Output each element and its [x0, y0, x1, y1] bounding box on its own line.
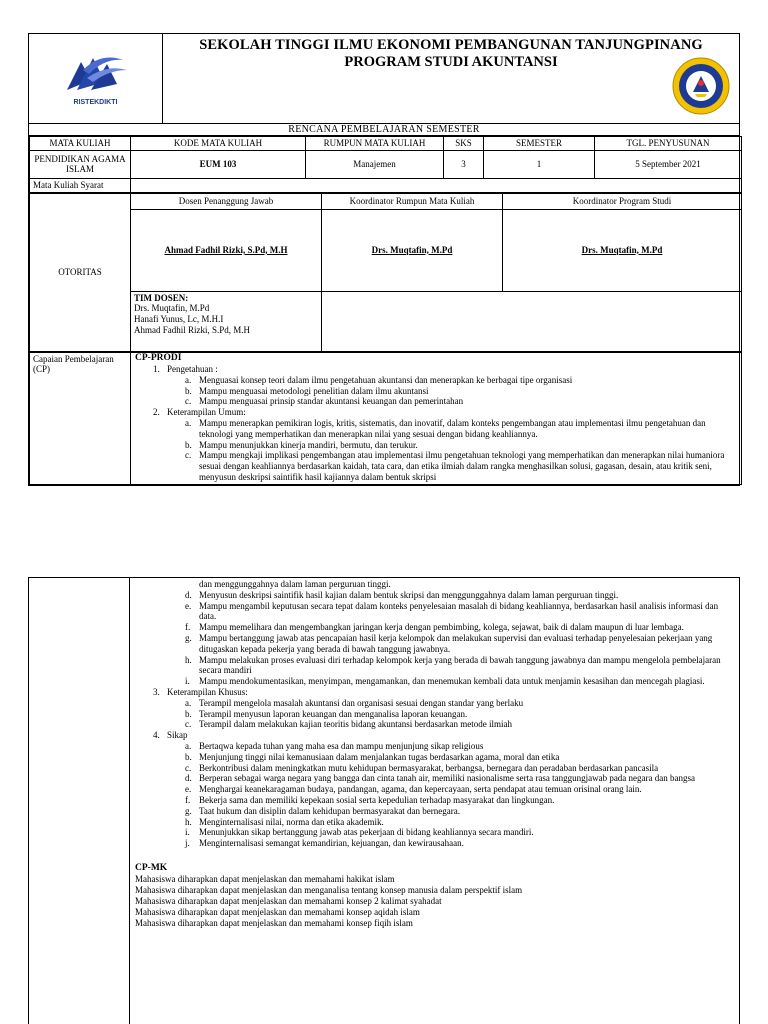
authority-col-dosen: Dosen Penanggung Jawab — [131, 193, 322, 209]
program-name: PROGRAM STUDI AKUNTANSI — [344, 54, 558, 71]
authority-label: OTORITAS — [30, 193, 131, 351]
signature-prodi: Drs. Muqtafin, M.Pd — [503, 209, 742, 291]
course-sks: 3 — [444, 150, 484, 178]
cp-prodi-title: CP-PRODI — [135, 352, 182, 363]
cp-mk-item: Mahasiswa diharapkan dapat menjelaskan dan memahami konsep fiqih islam — [135, 918, 413, 929]
team-member: Hanafi Yunus, Lc, M.H.I — [134, 314, 224, 325]
cp-table-page-1 — [29, 352, 742, 485]
signature-rumpun: Drs. Muqtafin, M.Pd — [322, 209, 503, 291]
section-title: Sikap — [167, 730, 188, 741]
course-info-table — [29, 136, 742, 193]
list-item: d. Berperan sebagai warga negara yang bangga dan cinta tanah air, memiliki nasionalisme serta rasa tanggungjawab pada negara dan bangsa — [185, 773, 696, 784]
list-item: dan menggunggahnya dalam laman perguruan tinggi. — [199, 579, 391, 589]
cp-mk-item: Mahasiswa diharapkan dapat menjelaskan dan memahami hakikat islam — [135, 874, 395, 885]
header-mata-kuliah: MATA KULIAH — [30, 137, 131, 151]
list-item: b. Menjunjung tinggi nilai kemanusiaan dalam menjalankan tugas berdasarkan agama, moral dan etika — [185, 751, 560, 762]
document-title: RENCANA PEMBELAJARAN SEMESTER — [29, 124, 739, 136]
rps-page-1 — [28, 33, 740, 486]
team-block — [131, 291, 322, 351]
authority-table — [29, 193, 742, 352]
course-code: EUM 103 — [131, 150, 306, 178]
list-item: b. Mampu menguasai metodologi penelitian dalam ilmu akuntansi — [185, 385, 429, 396]
course-semester: 1 — [484, 150, 595, 178]
list-item: c. Mampu menguasai prinsip standar akuntansi keuangan dan pemerintahan — [185, 396, 464, 407]
logo-caption: RISTEKDIKTI — [73, 98, 118, 106]
header-semester: SEMESTER — [484, 137, 595, 151]
ristekdikti-emblem-icon — [61, 50, 131, 98]
list-item: i. Mampu mendokumentasikan, menyimpan, mengamankan, dan menemukan kembali data untuk menjamin kesasihan dan mencegah plagiasi. — [185, 676, 705, 687]
attitude-list — [153, 741, 735, 849]
header-rumpun: RUMPUN MATA KULIAH — [306, 137, 444, 151]
cp-mk-title: CP-MK — [135, 862, 168, 873]
team-title: TIM DOSEN: — [134, 292, 189, 303]
list-item: b. Mampu menunjukkan kinerja mandiri, bermutu, dan terukur. — [185, 439, 418, 450]
authority-col-rumpun: Koordinator Rumpun Mata Kuliah — [322, 193, 503, 209]
list-item: c. Mampu mengkaji implikasi pengembangan atau implementasi ilmu pengetahuan teknologi yang memperhatikan dan menerapkan nilai humaniora sesuai dengan keahliannya berdasarkan kaidah, tata cara, dan etika ilmiah dalam rangka menghasilkan solusi, gagasan, desain, atau kritik seni, menyusun deskripsi saintifik hasil kajiannya dalam bentuk skripsi — [185, 450, 725, 482]
prereq-label: Mata Kuliah Syarat — [30, 178, 131, 192]
header-sks: SKS — [444, 137, 484, 151]
cp-mk-section — [135, 863, 735, 929]
list-item: a. Terampil mengelola masalah akuntansi dan organisasi sesuai dengan standar yang berlaku — [185, 697, 524, 708]
list-item: g. Taat hukum dan disiplin dalam kehidupan bermasyarakat dan bernegara. — [185, 805, 461, 816]
list-item: h. Menginternalisasi nilai, norma dan etika akademik. — [185, 816, 384, 827]
list-item: e. Mampu mengambil keputusan secara tepat dalam konteks penyelesaian masalah di bidang keahliannya, berdasarkan hasil analisis informasi dan data. — [185, 600, 719, 622]
general-skills-list-continued — [153, 579, 735, 687]
prereq-value — [131, 178, 742, 192]
list-item: a. Menguasai konsep teori dalam ilmu pengetahuan akuntansi dan menerapkan ke berbagai tipe organisasi — [185, 374, 573, 385]
cp-content-continued: dan menggunggahnya dalam laman perguruan tinggi. d. Menyusun deskripsi saintifik hasil kajian dalam bentuk skripsi dan menggunggahnya dalam laman perguruan tinggi. e. Mampu mengambil keputusan secara tepat dalam konteks penyelesaian masalah di bidang keahliannya, berdasarkan hasil analisis informasi dan data. f. Mampu memelihara dan mengembangkan jaringan kerja dengan pembimbing, kolega, sejawat, baik di dalam maupun di luar lembaga. g. Mampu bertanggung jawab atas pencapaian hasil kerja kelompok dan melakukan supervisi dan evaluasi terhadap penyelesaian pekerjaan yang ditugaskan kepada pekerja yang berada di bawah tanggung jawabnya. h. Mampu melakukan proses evaluasi diri terhadap kelompok kerja yang berada di bawah tanggung jawabnya dan mampu mengelola pembelajaran secara mandiri i. Mampu mendokumentasikan, menyimpan, mengamankan, dan menemukan kembali data untuk menjamin kesasihan dan mencegah plagiasi. 3. Keterampilan Khusus: a. Terampil mengelola masalah akuntansi dan organisasi sesuai dengan standar yang berlaku b. Terampil menyusun laporan keuangan dan menganalisa laporan keuangan. c. Terampil dalam melakukan kajian teoritis bidang akuntansi berdasarkan metode ilmiah 4. Sikap a. Bertaqwa kepada tuhan yang maha esa dan mampu menjunjung sikap religious b. Menjunjung tinggi nilai kemanusiaan dalam menjalankan tugas berdasarkan agama, moral dan etika c. Berkontribusi dalam meningkatkan mutu kehidupan bermasyarakat, berbangsa, bernegara dan peradaban berdasarkan pancasila d. Berperan sebagai warga negara yang bangga dan cinta tanah air, memiliki nasionalisme serta rasa tanggungjawab pada negara dan bangsa e. Menghargai keanekaragaman budaya, pandangan, agama, dan kepercayaan, serta pendapat atau temuan orisinal orang lain. f. Bekerja sama dan memiliki kepekaan sosial serta kepedulian terhadap masyarakat dan lingkungan. g. Taat hukum dan disiplin dalam kehidupan bermasyarakat dan bernegara. h. Menginternalisasi nilai, norma dan etika akademik. i. Menunjukkan sikap bertanggung jawab atas pekerjaan di bidang keahliannya secara mandiri. j. Menginternalisasi semangat kemandirian, kejuangan, dan kewirausahaan. CP-MK Mahasiswa diharapkan dapat menjelaskan dan memahami hakikat islam Mahasiswa diharapkan dapat menjelaskan dan menganalisa tentang konsep manusia dalam perspektif islam Mahasiswa diharapkan dapat menjelaskan dan memahami konsep 2 kalimat syahadat Mahasiswa diharapkan dapat menjelaskan dan memahami konsep aqidah islam Mahasiswa diharapkan dapat menjelaskan dan memahami konsep fiqih islam — [131, 578, 739, 930]
authority-col-prodi: Koordinator Program Studi — [503, 193, 742, 209]
header-title-block — [163, 34, 739, 123]
cp-label-column — [29, 578, 130, 1024]
section-title: Keterampilan Khusus: — [167, 686, 248, 697]
cp-label: Capaian Pembelajaran (CP) — [30, 352, 131, 484]
cp-content: CP-PRODI 1. Pengetahuan : a. Menguasai konsep teori dalam ilmu pengetahuan akuntansi dan menerapkan ke berbagai tipe organisasi b. Mampu menguasai metodologi penelitian dalam ilmu akuntansi c. Mampu menguasai prinsip standar akuntansi keuangan dan pemerintahan 2. Keterampilan Umum: a. Mampu menerapkan pemikiran logis, kritis, sistematis, dan inovatif, dalam konteks pengembangan atau implementasi ilmu pengetahuan dan teknologi yang memperhatikan dan menerapkan nilai yang sesuai dengan bidang keahliannya. b. Mampu menunjukkan kinerja mandiri, bermutu, dan terukur. c. Mampu mengkaji implikasi pengembangan atau implementasi ilmu pengetahuan teknologi yang memperhatikan dan menerapkan nilai humaniora sesuai dengan keahliannya berdasarkan kaidah, tata cara, dan etika ilmiah dalam rangka menghasilkan solusi, gagasan, desain, atau kritik seni, menyusun deskripsi saintifik hasil kajiannya dalam bentuk skripsi — [131, 352, 742, 484]
list-item: j. Menginternalisasi semangat kemandirian, kejuangan, dan kewirausahaan. — [185, 838, 464, 849]
knowledge-list — [153, 375, 737, 407]
cp-mk-item: Mahasiswa diharapkan dapat menjelaskan dan memahami konsep aqidah islam — [135, 907, 420, 918]
course-date: 5 September 2021 — [595, 150, 742, 178]
course-name: PENDIDIKAN AGAMA ISLAM — [30, 150, 131, 178]
cp-mk-item: Mahasiswa diharapkan dapat menjelaskan dan menganalisa tentang konsep manusia dalam perspektif islam — [135, 885, 523, 896]
cp-mk-item: Mahasiswa diharapkan dapat menjelaskan dan memahami konsep 2 kalimat syahadat — [135, 896, 442, 907]
header-tgl: TGL. PENYUSUNAN — [595, 137, 742, 151]
team-member: Drs. Muqtafin, M.Pd — [134, 303, 210, 314]
section-title: Keterampilan Umum: — [167, 407, 246, 418]
header-kode: KODE MATA KULIAH — [131, 137, 306, 151]
course-cluster: Manajemen — [306, 150, 444, 178]
section-title: Pengetahuan : — [167, 363, 218, 374]
list-item: a. Mampu menerapkan pemikiran logis, kritis, sistematis, dan inovatif, dalam konteks pengembangan atau implementasi ilmu pengetahuan dan teknologi yang memperhatikan dan menerapkan nilai yang sesuai dengan bidang keahliannya. — [185, 417, 706, 439]
general-skills-list — [153, 418, 737, 483]
rps-page-2 — [28, 577, 740, 1024]
list-item: d. Menyusun deskripsi saintifik hasil kajian dalam bentuk skripsi dan menggunggahnya dalam laman perguruan tinggi. — [185, 589, 619, 600]
list-item: c. Terampil dalam melakukan kajian teoritis bidang akuntansi berdasarkan metode ilmiah — [185, 719, 513, 730]
institution-seal-icon — [671, 56, 731, 116]
institution-name: SEKOLAH TINGGI ILMU EKONOMI PEMBANGUNAN TANJUNGPINANG — [199, 37, 703, 53]
list-item: h. Mampu melakukan proses evaluasi diri terhadap kelompok kerja yang berada di bawah tanggung jawabnya dan mampu mengelola pembelajaran secara mandiri — [185, 654, 721, 676]
list-item: f. Mampu memelihara dan mengembangkan jaringan kerja dengan pembimbing, kolega, sejawat, baik di dalam maupun di luar lembaga. — [185, 622, 684, 633]
signature-dosen: Ahmad Fadhil Rizki, S.Pd, M.H — [131, 209, 322, 291]
list-item: f. Bekerja sama dan memiliki kepekaan sosial serta kepedulian terhadap masyarakat dan lingkungan. — [185, 794, 555, 805]
list-item: b. Terampil menyusun laporan keuangan dan menganalisa laporan keuangan. — [185, 708, 468, 719]
special-skills-list — [153, 698, 735, 730]
ristekdikti-logo — [29, 34, 163, 123]
document-header — [29, 34, 739, 124]
team-member: Ahmad Fadhil Rizki, S.Pd, M.H — [134, 324, 251, 335]
team-empty — [322, 291, 742, 351]
list-item: g. Mampu bertanggung jawab atas pencapaian hasil kerja kelompok dan melakukan supervisi dan evaluasi terhadap penyelesaian pekerjaan yang ditugaskan kepada pekerja yang berada di bawah tanggung jawabnya. — [185, 632, 713, 654]
list-item: e. Menghargai keanekaragaman budaya, pandangan, agama, dan kepercayaan, serta pendapat atau temuan orisinal orang lain. — [185, 784, 642, 795]
list-item: c. Berkontribusi dalam meningkatkan mutu kehidupan bermasyarakat, berbangsa, bernegara dan peradaban berdasarkan pancasila — [185, 762, 659, 773]
list-item: a. Bertaqwa kepada tuhan yang maha esa dan mampu menjunjung sikap religious — [185, 740, 484, 751]
list-item: i. Menunjukkan sikap bertanggung jawab atas pekerjaan di bidang keahliannya secara mandiri. — [185, 827, 534, 838]
